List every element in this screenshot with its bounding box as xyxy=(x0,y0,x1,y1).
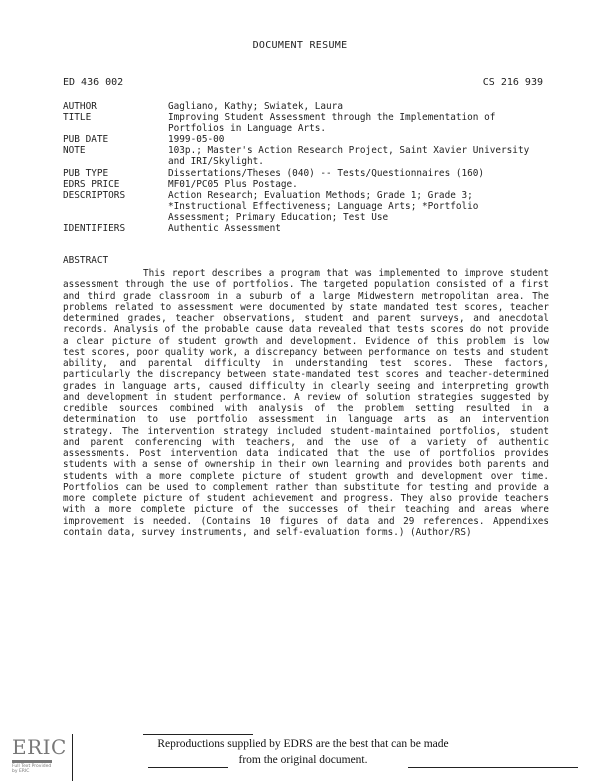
field-value: 1999-05-00 xyxy=(168,134,225,146)
reproduction-notice-line-1: Reproductions supplied by EDRS are the best that can be made xyxy=(157,738,449,750)
field-label: TITLE xyxy=(63,112,92,124)
eric-logo-bar xyxy=(12,760,52,763)
field-descriptors xyxy=(63,190,543,223)
field-label: PUB TYPE xyxy=(63,167,109,179)
cs-number: CS 216 939 xyxy=(482,77,543,88)
eric-logo-subtext: Full Text Provided by ERIC xyxy=(12,764,52,774)
reproduction-notice xyxy=(72,734,600,781)
document-id-row xyxy=(63,77,543,88)
field-pub-date xyxy=(63,134,543,145)
field-label: PUB DATE xyxy=(63,134,109,146)
abstract-text: This report describes a program that was implemented to improve student assessment through the use of portfolios. The targeted population consisted of a first and third grade classroom in a suburb of a large Midwestern metropolitan area. The problems related to assessment were documented by state mandated test scores, teacher determined grades, teacher observations, student and parent surveys, and anecdotal records. Analysis of the probable cause data revealed that tests scores do not provide a clear picture of student growth and development. Evidence of this problem is low test scores, poor quality work, a discrepancy between performance on tests and student ability, and parental difficulty in understanding test scores. These factors, particularly the discrepancy between state-mandated test scores and teacher-determined grades in language arts, caused difficulty in clearly seeing and interpreting growth and development in student performance. A review of solution strategies suggested by credible sources combined with analysis of the problem setting resulted in a determination to use portfolio assessment in language arts as an intervention strategy. The intervention strategy included student-maintained portfolios, student and parent conferencing with teachers, and the use of a variety of authentic assessments. Post intervention data indicated that the use of portfolios provides students with a sense of ownership in their own learning and provides both parents and students with a more complete picture of student growth and development over time. Portfolios can be used to complement rather than substitute for testing and provide a more complete picture of student achievement and progress. They also provide teachers with a more complete picture of the successes of their teaching and areas where improvement is needed. (Contains 10 figures of data and 29 references. Appendixes contain data, survey instruments, and self-evaluation forms.) (Author/RS) xyxy=(63,268,549,538)
document-resume-heading: DOCUMENT RESUME xyxy=(252,40,348,51)
notice-rule-top-left xyxy=(143,734,253,735)
field-value: Dissertations/Theses (040) -- Tests/Questionnaires (160) xyxy=(168,167,485,179)
field-author xyxy=(63,101,543,112)
field-note xyxy=(63,145,543,167)
notice-rule-bottom-right xyxy=(408,767,578,768)
field-label: IDENTIFIERS xyxy=(63,223,126,235)
field-edrs-price xyxy=(63,179,543,190)
field-pub-type xyxy=(63,168,543,179)
eric-logo-word: ERIC xyxy=(12,735,67,759)
field-value: 103p.; Master's Action Research Project, Saint Xavier University and IRI/Skylight. xyxy=(168,145,530,168)
field-value: Action Research; Evaluation Methods; Grade 1; Grade 3; *Instructional Effectiveness; Language Arts; *Portfolio Assessment; Primary Education; Test Use xyxy=(168,189,479,223)
field-label: EDRS PRICE xyxy=(63,178,120,190)
abstract-heading: ABSTRACT xyxy=(63,255,109,266)
eric-logo xyxy=(12,735,67,776)
reproduction-notice-line-2: from the original document. xyxy=(238,754,368,766)
field-identifiers xyxy=(63,223,543,234)
field-title xyxy=(63,112,543,134)
field-value: MF01/PC05 Plus Postage. xyxy=(168,178,298,190)
field-value: Gagliano, Kathy; Swiatek, Laura xyxy=(168,101,343,112)
field-label: NOTE xyxy=(63,145,86,157)
notice-rule-bottom-left xyxy=(148,767,228,768)
bibliographic-fields xyxy=(63,101,543,234)
field-value: Authentic Assessment xyxy=(168,223,281,235)
field-value: Improving Student Assessment through the Implementation of Portfolios in Language Arts. xyxy=(168,112,496,135)
ed-number: ED 436 002 xyxy=(63,77,124,88)
field-label: DESCRIPTORS xyxy=(63,189,126,201)
field-label: AUTHOR xyxy=(63,101,97,112)
